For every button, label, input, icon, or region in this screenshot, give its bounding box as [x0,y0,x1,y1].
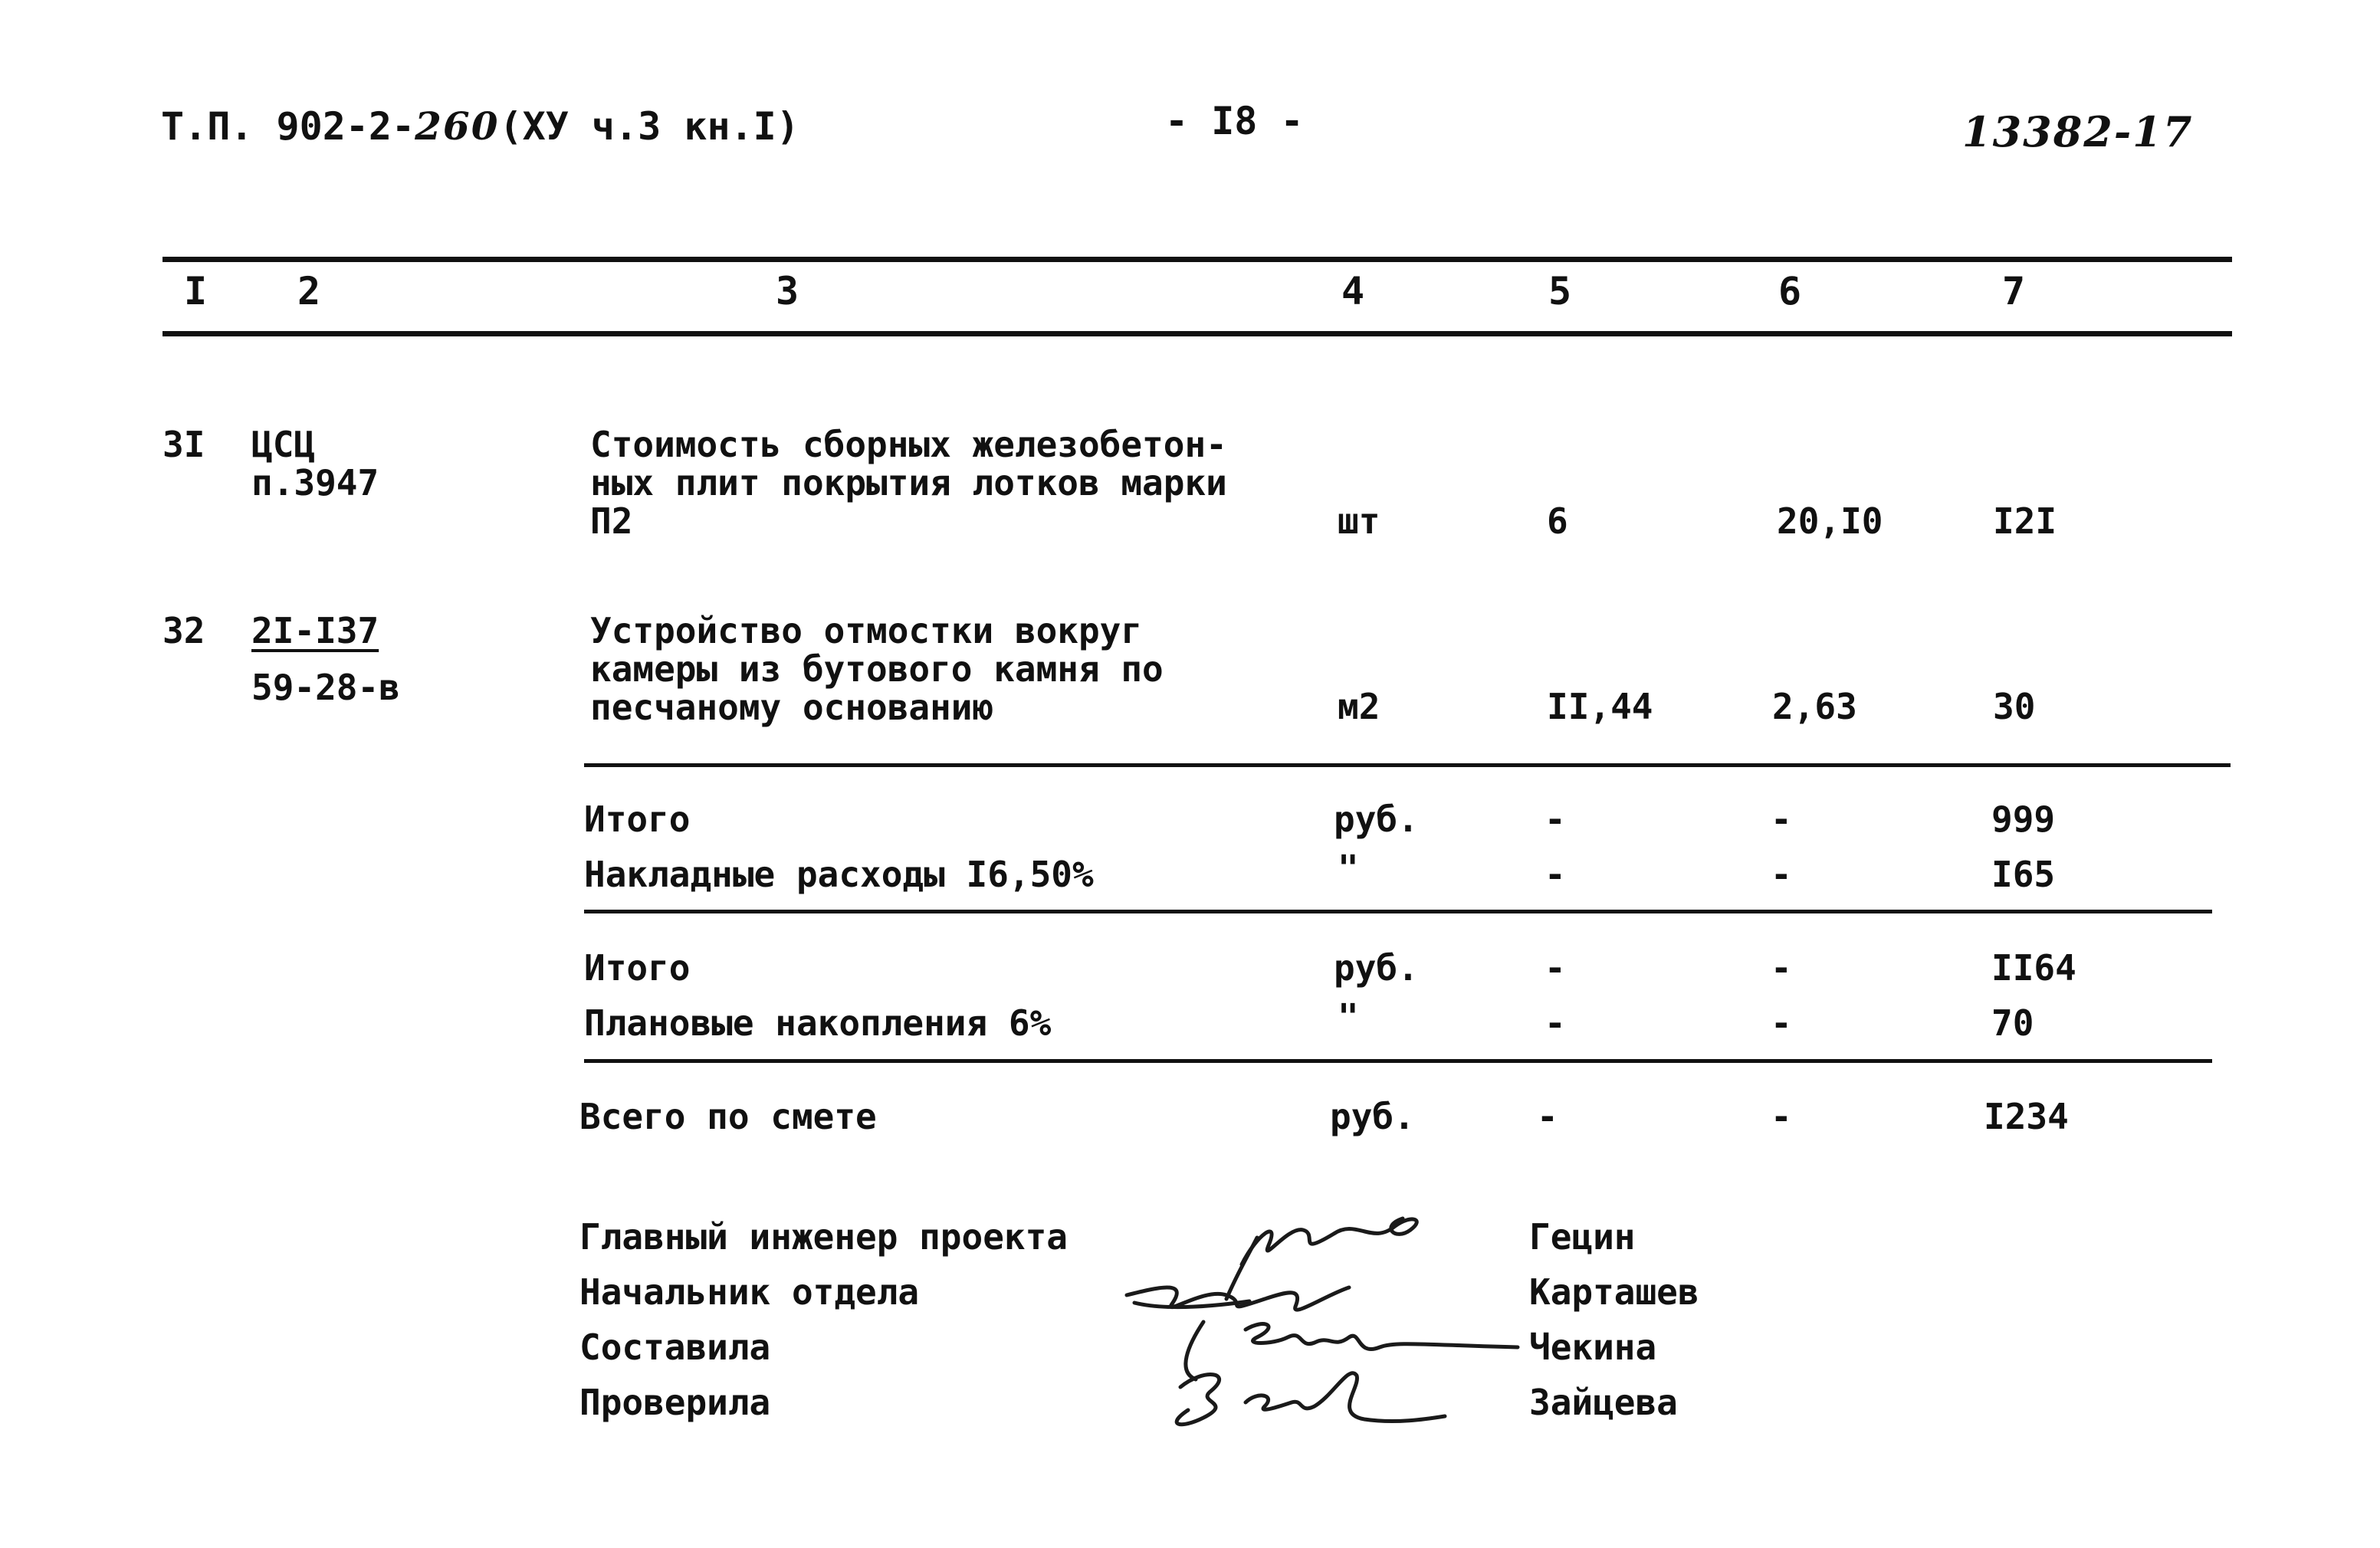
summary-rule [584,763,2231,767]
signature-role: Начальник отдела [579,1271,920,1313]
description-line: ных плит покрытия лотков марки [590,462,1227,503]
page-number: - I8 - [1165,99,1304,143]
summary-rule [584,910,2212,913]
rate-code-denominator: 59-28-в [251,667,400,708]
quantity-cell: II,44 [1547,686,1653,727]
signer-name: Карташев [1529,1271,1699,1313]
rate-code-line: ЦСЦ [251,424,316,465]
column-header-2: 2 [297,269,321,313]
signature-role: Составила [579,1327,771,1368]
column-header-5: 5 [1548,269,1572,313]
grand-total-unit: руб. [1330,1096,1415,1137]
column-header-4: 4 [1341,269,1365,313]
description-line: песчаному основанию [590,687,994,728]
description-line: Стоимость сборных железобетон- [590,424,1227,465]
summary-value: II64 [1991,947,2076,989]
total-cell: I2I [1993,500,2057,542]
summary-dash: - [1545,947,1566,989]
rate-code [251,425,379,502]
grand-total-value: I234 [1984,1096,2069,1137]
summary-dash: - [1537,1096,1558,1137]
table-top-rule [162,257,2232,262]
signature-names [1529,1209,1699,1430]
summary-dash: - [1771,854,1792,895]
signer-name: Чекина [1529,1327,1657,1368]
summary-label: Итого [584,799,691,840]
unit-price-cell: 2,63 [1772,686,1857,727]
summary-value: 70 [1991,1002,2034,1044]
description-line: камеры из бутового камня по [590,648,1164,690]
total-cell: 30 [1993,686,2036,727]
summary-dash: - [1545,1002,1566,1044]
document-code [161,105,799,148]
column-header-6: 6 [1778,269,1802,313]
column-header-3: 3 [776,269,799,313]
summary-dash: - [1771,799,1792,840]
signer-name: Зайцева [1529,1382,1678,1423]
quantity-cell: 6 [1547,500,1568,542]
summary-label: Итого [584,947,691,989]
work-description [590,425,1227,540]
grand-total-label: Всего по смете [579,1096,877,1137]
summary-dash: - [1771,947,1792,989]
row-number: 3I [162,424,205,465]
unit-cell: м2 [1338,686,1380,727]
summary-label: Плановые накопления 6% [584,1002,1052,1044]
description-line: Устройство отмостки вокруг [590,610,1143,651]
table-header-rule [162,331,2232,336]
signature-role: Проверила [579,1382,771,1423]
unit-cell: шт [1338,500,1380,542]
row-number: 32 [162,610,205,651]
summary-dash: - [1771,1096,1792,1137]
archive-number: 13382-17 [1962,107,2194,156]
summary-dash: - [1545,799,1566,840]
signature-role: Главный инженер проекта [579,1216,1068,1258]
handwritten-signatures [1104,1172,1533,1441]
work-description [590,612,1164,726]
summary-unit: руб. [1334,947,1419,989]
rate-code-numerator: 2I-I37 [251,610,379,651]
document-code-suffix: (ХУ ч.3 кн.I) [499,104,799,149]
summary-value: 999 [1991,799,2056,840]
document-code-handwritten: 260 [415,103,500,149]
signature-roles [579,1209,1068,1430]
rate-code-line: п.3947 [251,462,379,503]
column-header-7: 7 [2002,269,2026,313]
document-code-prefix: Т.П. 902-2- [161,104,415,149]
summary-rule [584,1059,2212,1063]
summary-unit: " [1338,996,1359,1038]
summary-dash: - [1545,854,1566,895]
summary-value: I65 [1991,854,2056,895]
unit-price-cell: 20,I0 [1777,500,1883,542]
summary-label: Накладные расходы I6,50% [584,854,1094,895]
description-line: П2 [590,500,633,542]
column-header-1: I [184,269,208,313]
summary-dash: - [1771,1002,1792,1044]
summary-unit: " [1338,848,1359,889]
summary-unit: руб. [1334,799,1419,840]
signer-name: Гецин [1529,1216,1636,1258]
